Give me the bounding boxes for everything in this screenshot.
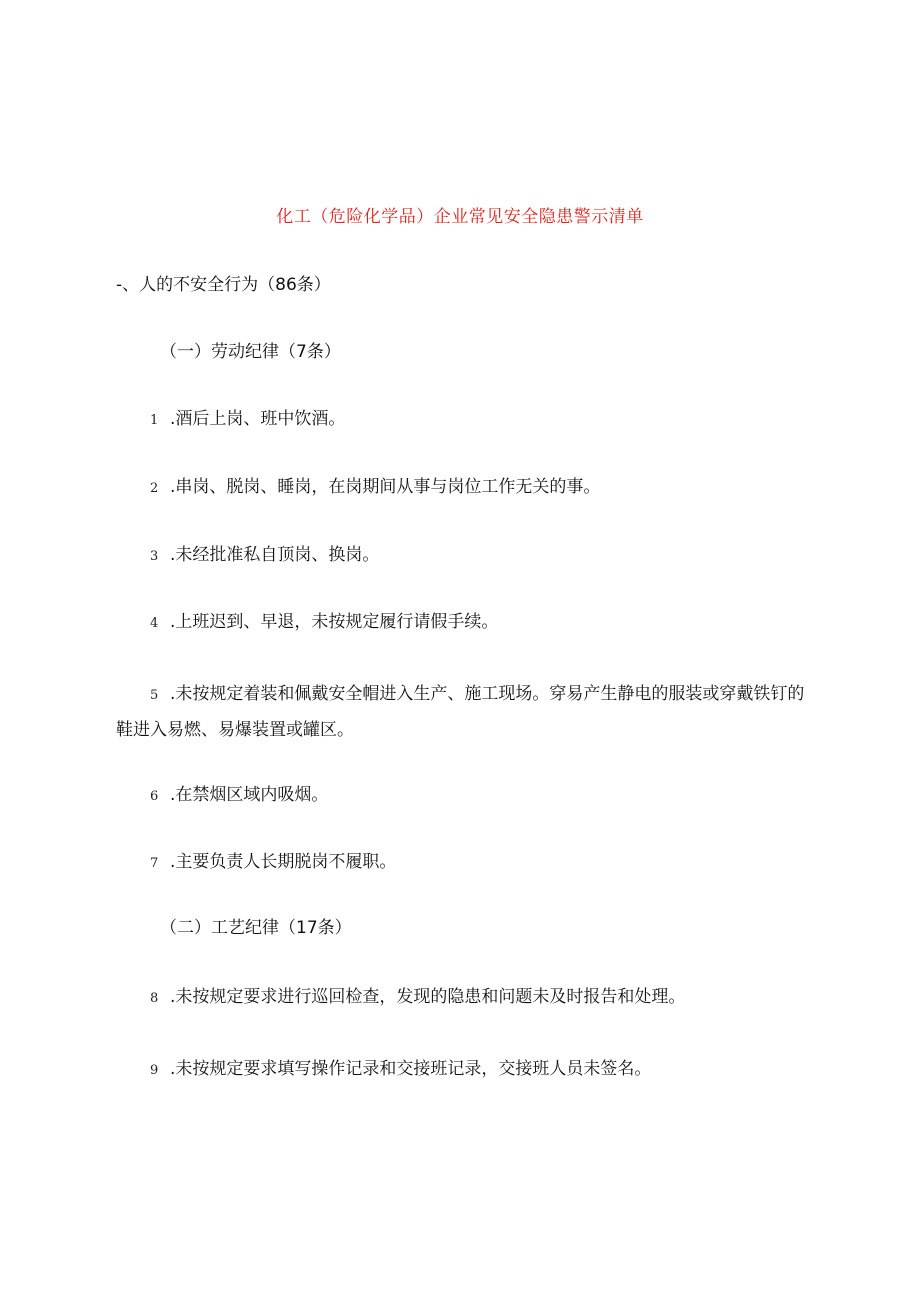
item-number: 5 [150,688,159,703]
list-item [150,778,328,814]
item-number: 4 [150,616,159,631]
document-title: 化工（危险化学品）企业常见安全隐患警示清单 [276,207,644,227]
list-item [150,980,685,1016]
item-text: .未按规定着装和佩戴安全帽进入生产、施工现场。穿易产生静电的服装或穿戴铁钉的 [170,684,805,704]
list-item [150,1052,651,1088]
list-item [150,845,396,881]
item-text: .上班迟到、早退，未按规定履行请假手续。 [170,612,499,632]
item-number: 8 [150,991,159,1006]
item-number: 3 [150,549,159,564]
list-item [150,470,600,506]
item-number: 1 [150,413,159,428]
list-item [150,538,379,574]
item-text: .酒后上岗、班中饮酒。 [170,409,346,429]
item-number: 2 [150,481,159,496]
item-text: .未按规定要求进行巡回检查，发现的隐患和问题未及时报告和处理。 [170,987,686,1007]
item-number: 9 [150,1063,159,1078]
list-item [150,605,498,641]
item-text: .未按规定要求填写操作记录和交接班记录，交接班人员未签名。 [170,1059,652,1079]
list-item [116,677,816,747]
item-text: .串岗、脱岗、睡岗，在岗期间从事与岗位工作无关的事。 [170,477,601,497]
item-number: 6 [150,789,159,804]
item-text-continuation: 鞋进入易燃、易爆装置或罐区。 [116,720,354,740]
list-item [150,402,345,438]
item-text: .未经批准私自顶岗、换岗。 [170,545,380,565]
subsection-heading-process-discipline: （二）工艺纪律（17条） [160,918,352,938]
item-number: 7 [150,856,159,871]
section-heading: -、人的不安全行为（86条） [116,275,331,295]
item-text: .主要负责人长期脱岗不履职。 [170,852,397,872]
subsection-heading-labor-discipline: （一）劳动纪律（7条） [160,342,341,362]
item-text: .在禁烟区域内吸烟。 [170,785,329,805]
